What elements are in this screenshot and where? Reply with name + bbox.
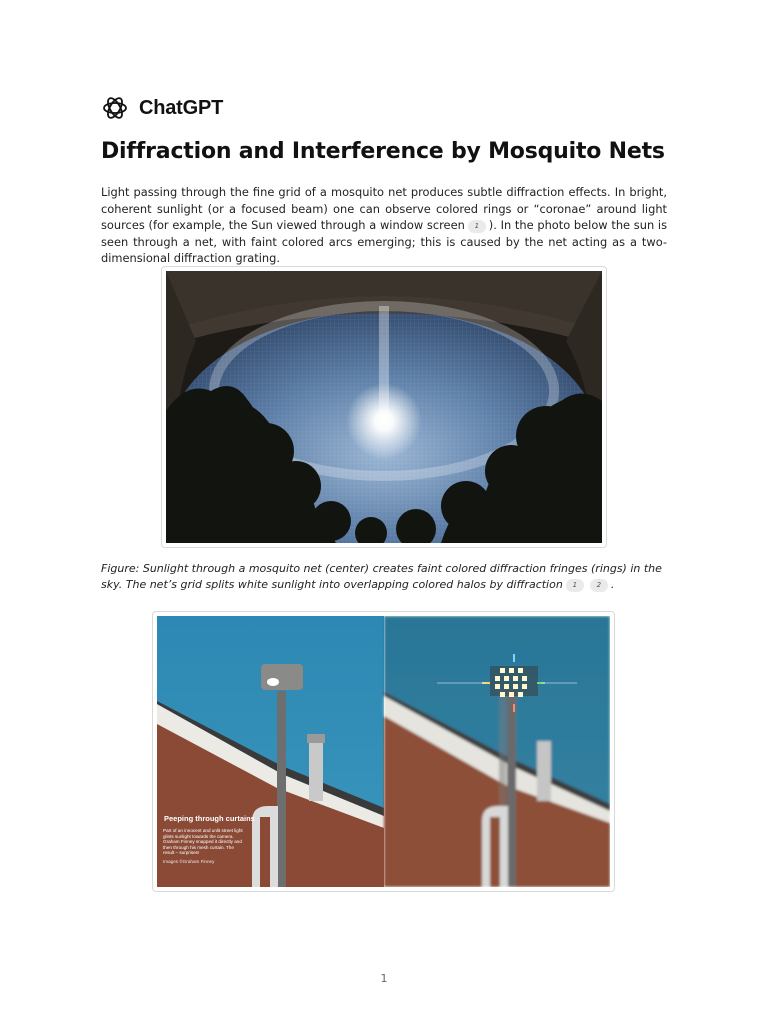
figure-street-light-comparison [152,611,615,892]
street-light-photo [157,616,610,887]
citation-badge[interactable]: 2 [590,579,608,592]
citation-badge[interactable]: 1 [566,579,584,592]
overlay-body: Part of an innocent and unlit street light glints sunlight towards the camera. Graham Finney snapped it directly and then through his mesh curtain. The result – surprises! [163,828,243,856]
figure-caption [101,561,667,593]
overlay-heading: Peeping through curtains [164,814,255,823]
brand-name: ChatGPT [139,96,224,119]
brand-header [101,94,223,122]
paragraph-text-1: Light passing through the fine grid of a mosquito net produces subtle diffraction effects. In bright, coherent sunlight (or a focused beam) one can observe colored rings or “coronae” around light sources (for example, the Sun viewed through a window screen [101,185,667,232]
sun-net-photo [166,271,602,543]
document-title: Diffraction and Interference by Mosquito Nets [101,139,665,164]
caption-text: Figure: Sunlight through a mosquito net (center) creates faint colored diffraction fringes (rings) in the sky. The net’s grid splits white sunlight into overlapping colored halos by diffraction [101,562,662,591]
citation-badge[interactable]: 1 [468,220,486,233]
openai-logo-icon [101,94,129,122]
intro-paragraph [101,184,667,267]
paragraph-text-2: ). In the photo below the sun is seen through a net, with faint colored arcs emerging; this is caused by the net acting as a two-dimensional diffraction grating. [101,218,667,265]
figure-sun-through-net [161,266,607,548]
page-number: 1 [380,972,388,985]
overlay-credit: Images ©Graham Finney [163,858,215,864]
caption-period: . [610,578,615,591]
